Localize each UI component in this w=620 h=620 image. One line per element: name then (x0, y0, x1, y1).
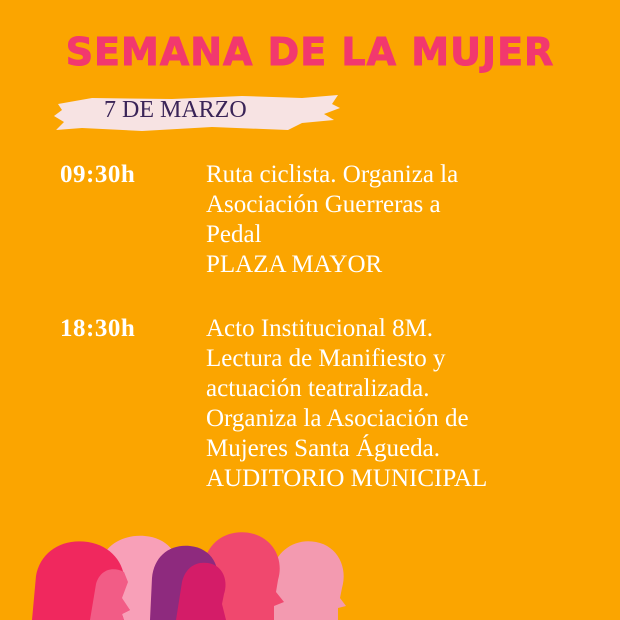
event-line: Mujeres Santa Águeda. (206, 435, 440, 462)
event-line: Asociación Guerreras a (206, 191, 441, 218)
event-line: Pedal (206, 221, 262, 248)
date-label: 7 DE MARZO (104, 97, 247, 123)
page-title: SEMANA DE LA MUJER (65, 30, 555, 74)
event-time: 18:30h (60, 315, 136, 342)
event-description (206, 314, 606, 494)
event-description (206, 160, 606, 280)
event-line: actuación teatralizada. (206, 375, 430, 402)
event-line: Ruta ciclista. Organiza la (206, 161, 459, 188)
event-location: AUDITORIO MUNICIPAL (206, 465, 488, 492)
event-line: Lectura de Manifiesto y (206, 345, 446, 372)
event-line: Organiza la Asociación de (206, 405, 469, 432)
date-banner (52, 90, 342, 134)
event-line: Acto Institucional 8M. (206, 315, 434, 342)
women-silhouettes-icon (0, 520, 620, 620)
event-time: 09:30h (60, 161, 136, 188)
event-location: PLAZA MAYOR (206, 251, 383, 278)
